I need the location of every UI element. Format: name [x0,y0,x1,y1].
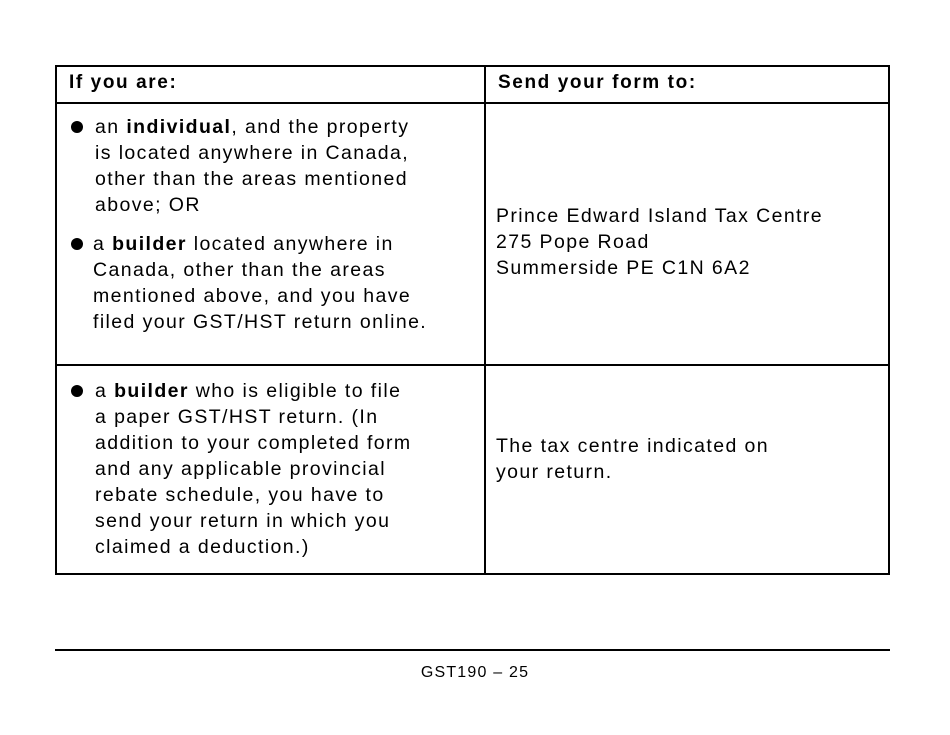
list-item-line: and any applicable provincial [95,458,387,480]
destination-line: The tax centre indicated on [496,435,770,457]
list-item-text [95,114,495,218]
list-item-line: filed your GST/HST return online. [93,311,428,333]
destination-pei-tax-centre [496,203,823,281]
text-prefix: an [95,116,127,138]
list-item-line: other than the areas mentioned [95,168,409,190]
page-number: GST190 – 25 [420,664,530,681]
list-item-line: send your return in which you [95,510,391,532]
list-item-line: Canada, other than the areas [93,259,386,281]
list-item-first-line [93,231,493,257]
list-item-line: rebate schedule, you have to [95,484,385,506]
text-suffix: located anywhere in [186,233,394,255]
header-send-your-form-to: Send your form to: [498,72,697,93]
list-item-line: above; OR [95,194,201,216]
row-divider [57,364,888,366]
bullet-icon [71,385,83,397]
text-suffix: , and the property [231,116,410,138]
list-item-line: addition to your completed form [95,432,412,454]
list-item-line: mentioned above, and you have [93,285,412,307]
header-divider [57,102,888,104]
list-item-first-line [95,114,495,140]
bold-term: builder [112,233,187,255]
list-item-text [93,231,493,335]
list-item-line: a paper GST/HST return. (In [95,406,379,428]
address-line: 275 Pope Road [496,231,650,253]
mailing-address-table [55,65,890,575]
destination-line: your return. [496,461,613,483]
list-item-line: claimed a deduction.) [95,536,310,558]
bullet-icon [71,121,83,133]
list-item-text [95,378,495,560]
bold-term: builder [114,380,189,402]
destination-tax-centre-on-return [496,433,769,485]
bullet-icon [71,238,83,250]
address-line: Summerside PE C1N 6A2 [496,257,751,279]
text-suffix: who is eligible to file [188,380,402,402]
text-prefix: a [93,233,113,255]
list-item-line: is located anywhere in Canada, [95,142,410,164]
text-prefix: a [95,380,115,402]
bold-term: individual [126,116,232,138]
list-item-first-line [95,378,495,404]
footer-rule [55,649,890,651]
header-if-you-are: If you are: [69,72,178,93]
address-line: Prince Edward Island Tax Centre [496,205,824,227]
